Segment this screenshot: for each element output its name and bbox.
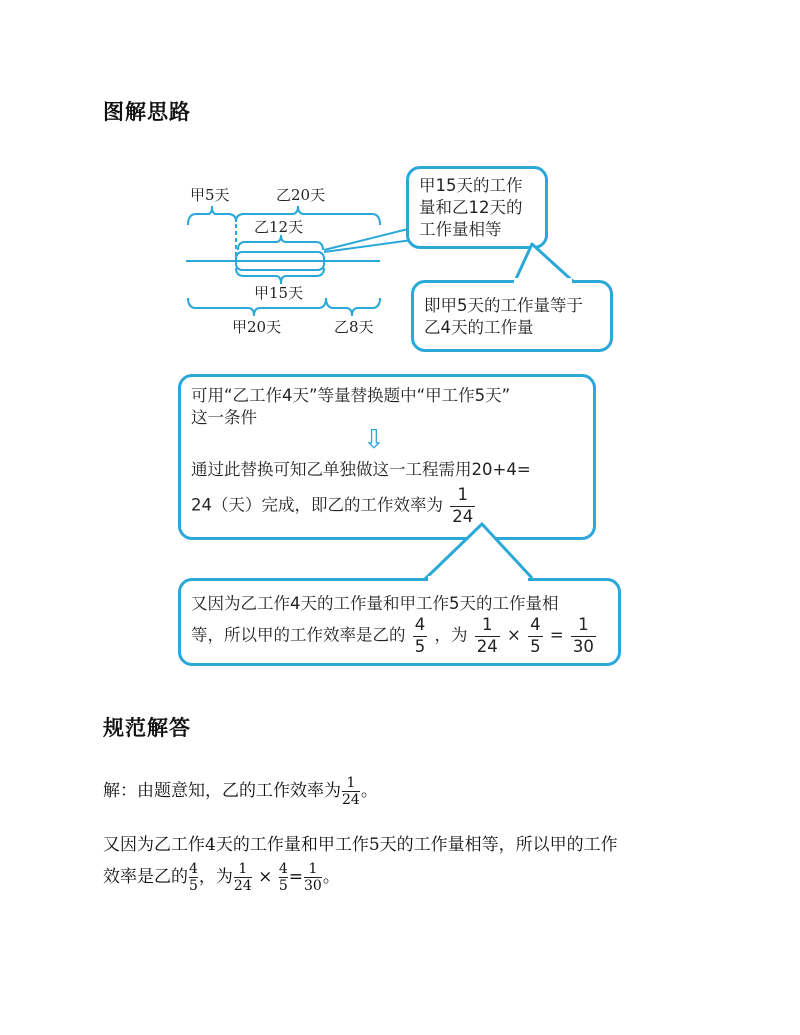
bottom-frac-4: $\frac{1}{30}$ — [572, 615, 594, 656]
label-yi20: 乙20天 — [276, 186, 326, 204]
label-jia5: 甲5天 — [190, 186, 230, 204]
bottom-explanation-box — [178, 578, 621, 666]
main-line4: 24（天）完成，即乙的工作效率为 — [191, 495, 443, 515]
brace-yi8 — [326, 298, 380, 316]
answer-paragraph-2: 又因为乙工作4天的工作量和甲工作5天的工作量相等，所以甲的工作 效率是乙的 $\frac{4}{5}$ ，为 $\frac{1}{24}$ × $\frac{4}{5}$ = $\frac{1}{30}$ 。 — [103, 830, 618, 893]
answer-frac-3: $\frac{1}{24}$ — [233, 861, 252, 894]
callout1-line1: 甲15天的工作 — [419, 176, 523, 195]
bottom-frac-2: $\frac{1}{24}$ — [476, 615, 498, 656]
brace-top-left — [188, 206, 236, 225]
bottom-line2-a: 等，所以甲的工作效率是乙的 — [191, 625, 406, 645]
answer-p2-line1: 又因为乙工作4天的工作量和甲工作5天的工作量相等，所以甲的工作 — [103, 835, 618, 855]
bottom-line1: 又因为乙工作4天的工作量和甲工作5天的工作量相 — [191, 594, 559, 613]
callout1-line3: 工作量相等 — [419, 220, 502, 239]
brace-yi12 — [238, 235, 323, 250]
section-title-answer: 规范解答 — [103, 715, 191, 740]
main-line2: 这一条件 — [191, 408, 257, 427]
equals-symbol: = — [549, 625, 564, 645]
callout-box-2 — [411, 280, 613, 352]
main-line3: 通过此替换可知乙单独做这一工程需用20+4= — [191, 460, 531, 479]
label-yi12: 乙12天 — [254, 218, 304, 236]
answer-frac-5: $\frac{1}{30}$ — [303, 861, 322, 894]
label-yi8: 乙8天 — [334, 318, 374, 336]
times-symbol: × — [507, 625, 521, 645]
callout2-gap — [514, 278, 572, 283]
label-jia20: 甲20天 — [232, 318, 282, 336]
bottom-frac-1: $\frac{4}{5}$ — [414, 615, 426, 656]
section-title-diagram: 图解思路 — [103, 99, 191, 124]
answer-frac-2: $\frac{4}{5}$ — [189, 861, 198, 894]
bottom-line2-b: ，为 — [434, 625, 468, 645]
main-fraction: $\frac{1}{24}$ — [452, 485, 474, 526]
bottom-frac-3: $\frac{4}{5}$ — [530, 615, 541, 656]
answer-frac-4: $\frac{4}{5}$ — [278, 861, 288, 894]
answer-paragraph-1: 解：由题意知，乙的工作效率为 $\frac{1}{24}$ 。 — [103, 775, 378, 808]
callout1-line2: 量和乙12天的 — [419, 198, 523, 217]
bottom-box-gap — [428, 576, 528, 581]
answer-frac-1: $\frac{1}{24}$ — [342, 775, 360, 808]
callout2-line1: 即甲5天的工作量等于 — [424, 296, 583, 315]
main-line1: 可用“乙工作4天”等量替换题中“甲工作5天” — [191, 386, 511, 405]
down-arrow-icon: ⇩ — [363, 425, 385, 455]
label-jia15: 甲15天 — [254, 284, 304, 302]
callout2-line2: 乙4天的工作量 — [424, 318, 534, 337]
